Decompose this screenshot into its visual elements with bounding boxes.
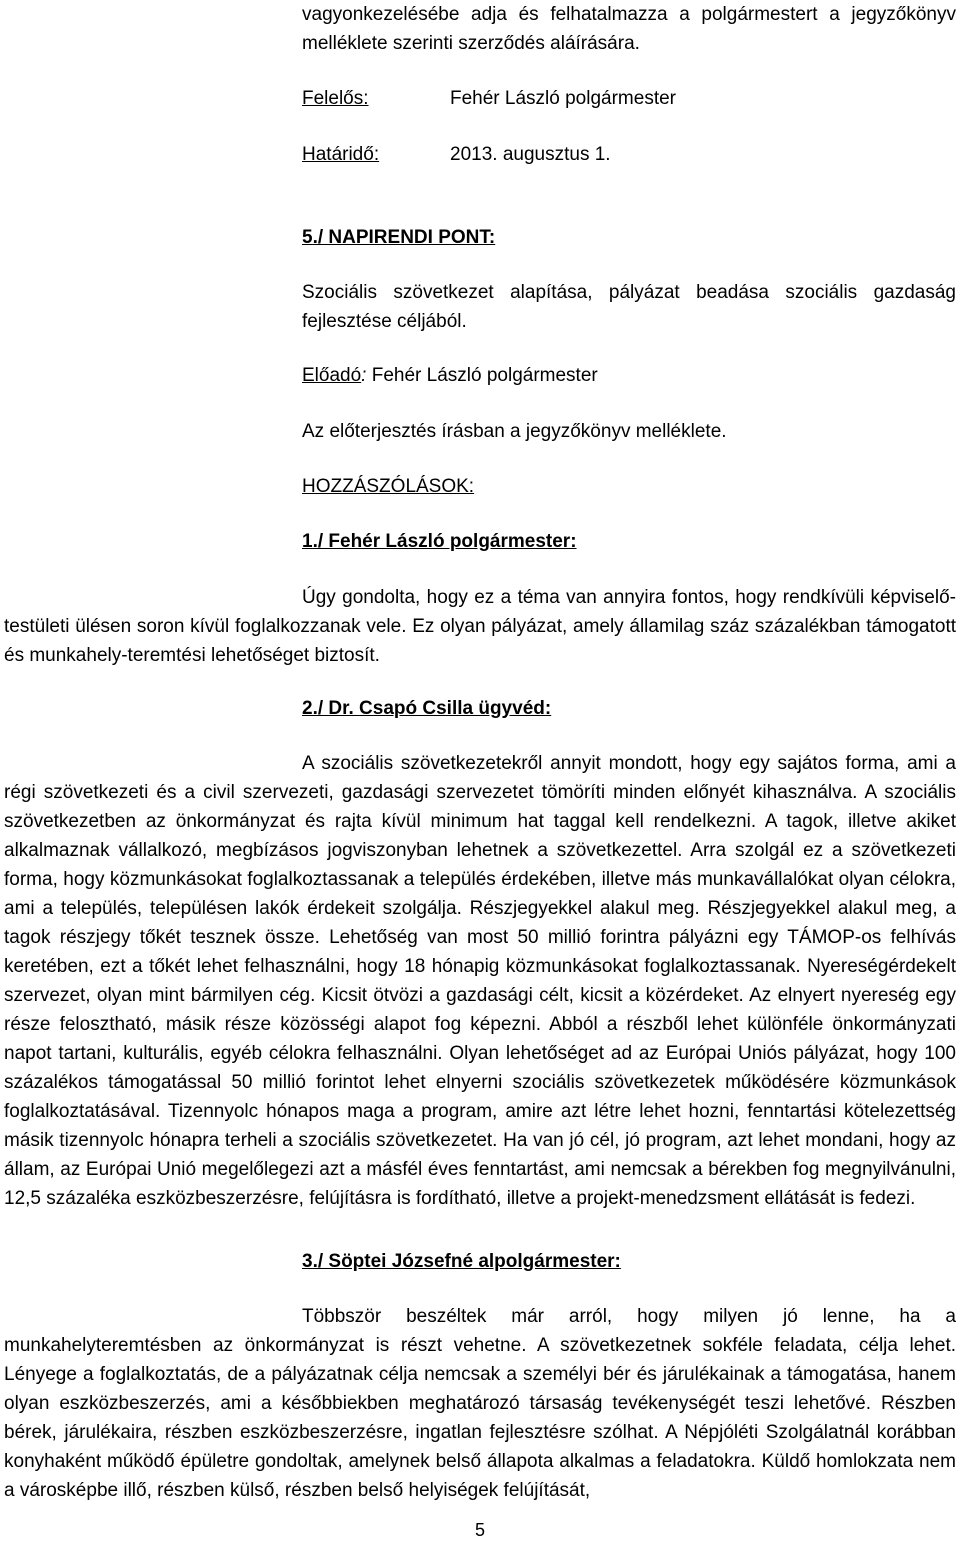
speaker-2-text: A szociális szövetkezetekről annyit mondott, hogy egy sajátos forma, ami a régi szövetkezeti és a civil szervezeti, gazdasági szervezetet tömöríti minden előnyét kihasználva. A szociális szövetkezetben az önkormányzat és rajta kívül minimum hat taggal kell rendelkezni. A tagok, illetve akiket alkalmaznak vállalkozó, megbízásos jogviszonyban lehetnek a szövetkezettel. Arra szolgál ez a szövetkezeti forma, hogy közmunkásokat foglalkoztassanak a település érdekében, illetve más munkavállalókat olyan célokra, ami a település, településen lakók érdekeit szolgálja. Részjegyekkel alakul meg. Részjegyekkel alakul meg, a tagok részjegy tőkét tesznek össze. Lehetőség van most 50 millió forintra pályázni egy TÁMOP-os felhívás keretében, ezt a tőkét lehet felhasználni, hogy 18 hónapig közmunkásokat foglalkoztassanak. Nyereségérdekelt szervezet, olyan mint bármilyen cég. Kicsit ötvözi a gazdasági célt, kicsit a közérdeket. Az elnyert nyereség egy része felosztható, másik része közösségi alapot fog képezni. Abból a részből lehet különféle önkormányzati napot tartani, kulturális, egyéb célokra felhasználni. Olyan lehetőséget ad az Európai Uniós pályázat, hogy 100 százalékos támogatással 50 millió forintot lehet elnyerni szociális szövetkezetek működésére közmunkások foglalkoztatásával. Tizennyolc hónapos maga a program, amire azt létre lehet hozni, fenntartási kötelezettség másik tizennyolc hónapra terheli a szociális szövetkezetet. Ha van jó cél, jó program, azt lehet mondani, hogy az állam, az Európai Unió megelőlegezi azt a másfél éves fenntartást, ami nemcsak a bérekben fog megnyilvánulni, 12,5 százaléka eszközbeszerzésre, felújításra is fordítható, illetve a projekt-menedzsment ellátását is fedezi.	[4, 753, 956, 1209]
speaker-2-heading: Csapó Csilla ügyvéd:	[359, 698, 552, 719]
responsible-row	[302, 84, 956, 113]
speaker-1-heading-block	[302, 527, 956, 556]
agenda-subject: Szociális szövetkezet alapítása, pályázat beadása szociális gazdaság fejlesztése céljából.	[302, 282, 956, 332]
intro-text: vagyonkezelésébe adja és felhatalmazza a polgármestert a jegyzőkönyv melléklete szerinti szerződés aláírására.	[302, 4, 956, 54]
speaker-2-heading-block	[302, 694, 956, 723]
deadline-value: 2013. augusztus 1.	[450, 144, 611, 165]
speaker-3-text-block	[4, 1302, 956, 1505]
presenter-sep: :	[361, 365, 367, 386]
deadline-row	[302, 140, 956, 169]
page-number: 5	[474, 1520, 485, 1540]
responsible-label: Felelős:	[302, 88, 369, 109]
speaker-1-text: Úgy gondolta, hogy ez a téma van annyira fontos, hogy rendkívüli képviselő-testületi ülésen soron kívül foglalkozzanak vele. Ez olyan pályázat, amely államilag száz százalékban támogatott és munkahely-teremtési lehetőséget biztosít.	[4, 587, 956, 666]
intro-block	[302, 0, 956, 58]
comments-heading: HOZZÁSZÓLÁSOK:	[302, 476, 475, 497]
presenter-value: Fehér László polgármester	[366, 365, 598, 386]
speaker-2-heading-prefix: 2./ Dr.	[302, 698, 360, 719]
speaker-3-text: Többször beszéltek már arról, hogy milyen jó lenne, ha a munkahelyteremtésben az önkormányzat is részt vehetne. A szövetkezetnek sokféle feladata, célja lehet. Lényege a foglalkoztatás, de a pályázatnak célja nemcsak a személyi bér és járulékainak a támogatása, hanem olyan eszközbeszerzés, ami a későbbiekben meghatározó társaság tevékenységét teszi lehetővé. Részben bérek, járulékaira, részben eszközbeszerzésre, ingatlan fejlesztésre szólhat. A Népjóléti Szolgálatnál korábban konyhaként működő épületre gondoltak, amelynek belső állapota alkalmas a feladatokra. Küldő homlokzata nem a városképbe illő, részben külső, részben belső helyiségek felújítását,	[4, 1306, 956, 1501]
comments-heading-block	[302, 472, 956, 501]
speaker-2-text-block	[4, 749, 956, 1213]
speaker-1-heading: 1./ Fehér László polgármester:	[302, 531, 577, 552]
attachment-note: Az előterjesztés írásban a jegyzőkönyv melléklete.	[302, 421, 727, 442]
speaker-3-heading: 3./ Söptei Józsefné alpolgármester:	[302, 1251, 621, 1272]
deadline-label: Határidő:	[302, 144, 380, 165]
presenter-row	[302, 361, 956, 390]
speaker-1-text-block	[4, 583, 956, 670]
responsible-value: Fehér László polgármester	[450, 88, 676, 109]
presenter-label: Előadó	[302, 365, 362, 386]
agenda-subject-block	[302, 278, 956, 336]
agenda-heading: 5./ NAPIRENDI PONT:	[302, 227, 496, 248]
agenda-heading-block	[302, 223, 956, 252]
speaker-3-heading-block	[302, 1247, 956, 1276]
attachment-note-block	[302, 417, 956, 446]
